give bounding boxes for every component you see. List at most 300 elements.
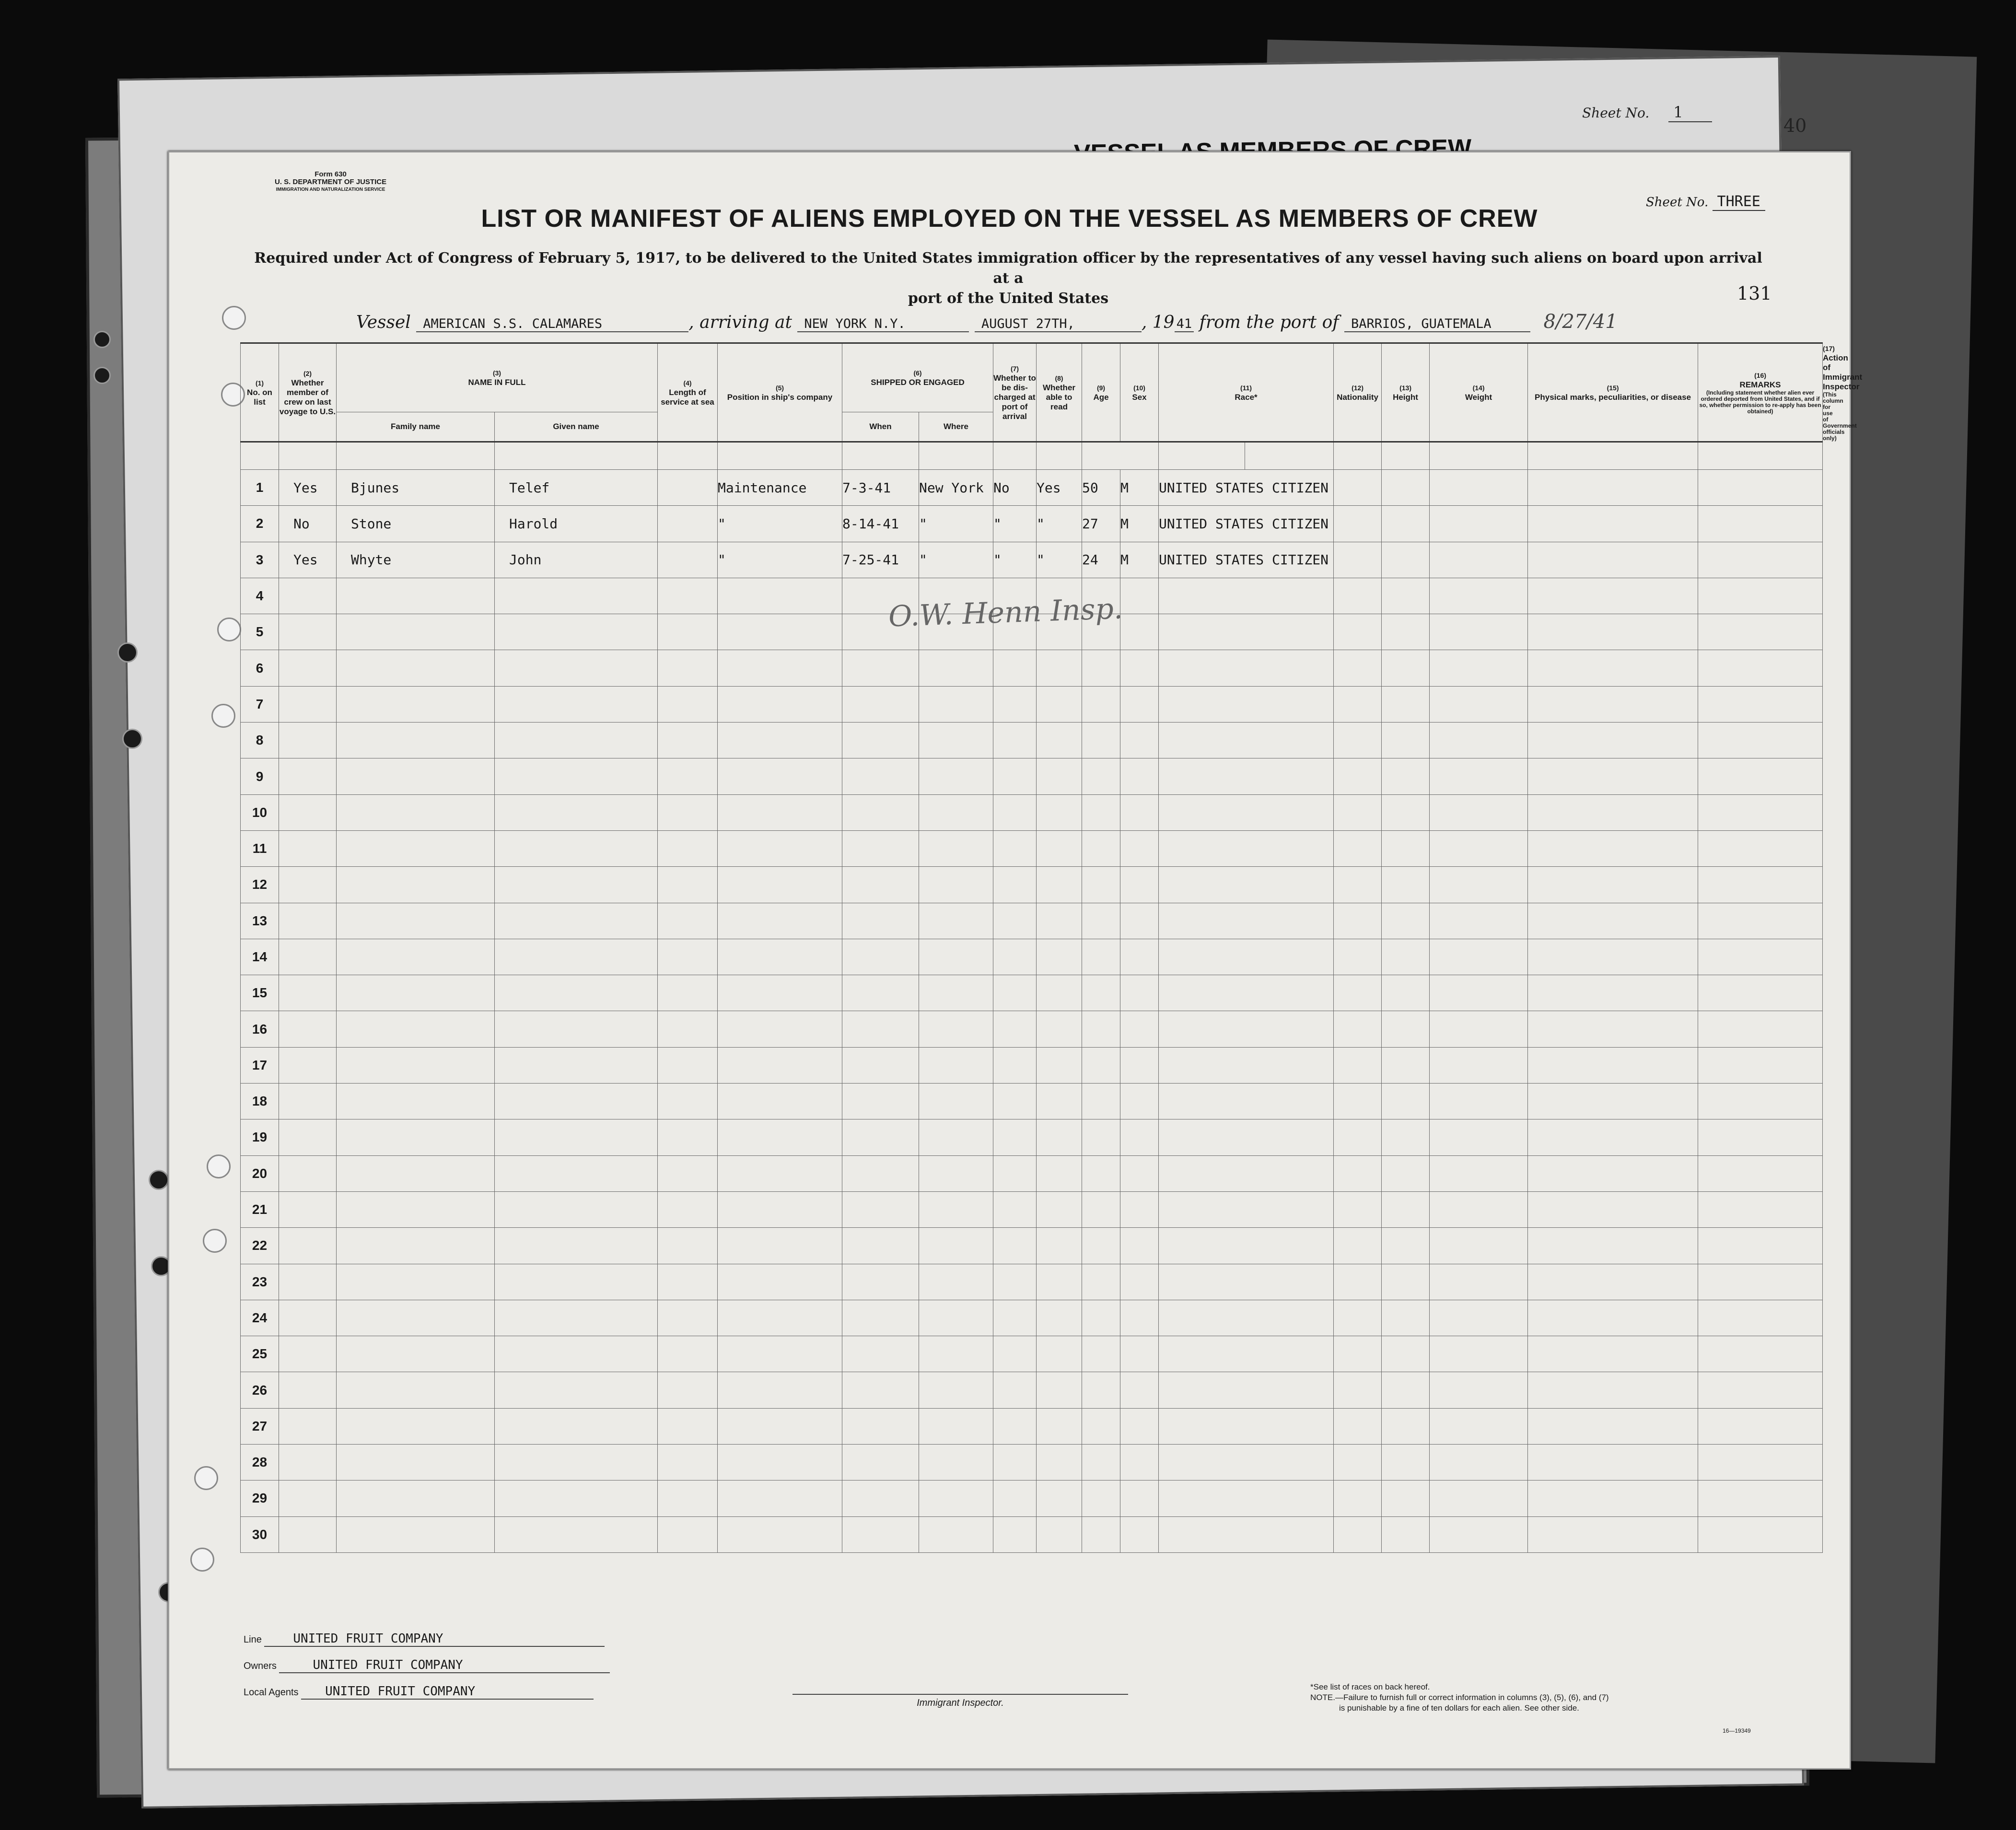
- cell-physical: [1528, 723, 1698, 758]
- cell-length: [658, 1228, 718, 1264]
- col-remarks: (16) REMARKS (Including statement whether alien ever ordered deported from United States, and if so, whether permission to re-apply has been obtained): [1698, 343, 1823, 442]
- cell-position: Maintenance: [718, 470, 842, 506]
- table-row: [241, 723, 1840, 758]
- cell-read: [1037, 830, 1082, 866]
- cell-read: [1037, 1155, 1082, 1191]
- cell-position: ": [718, 506, 842, 542]
- cell-remarks: [1698, 758, 1823, 794]
- cell-sex: M: [1120, 470, 1159, 506]
- cell-weight: [1430, 650, 1528, 686]
- cell-family-name: [337, 1191, 495, 1227]
- cell-age: [1082, 723, 1120, 758]
- cell-read: [1037, 1516, 1082, 1552]
- cell-race: [1159, 975, 1334, 1011]
- cell-height: [1382, 903, 1430, 939]
- cell-height: [1382, 686, 1430, 722]
- cell-family-name: [337, 1300, 495, 1336]
- cell-given-name: Harold: [495, 506, 658, 542]
- cell-age: [1082, 650, 1120, 686]
- cell-length: [658, 1191, 718, 1227]
- cell-nationality: [1334, 578, 1382, 614]
- cell-race: [1159, 650, 1334, 686]
- cell-given-name: [495, 867, 658, 903]
- cell-height: [1382, 723, 1430, 758]
- cell-weight: [1430, 1047, 1528, 1083]
- cell-when: 7-3-41: [842, 470, 919, 506]
- row-number: 17: [241, 1047, 279, 1083]
- punch-hole: [194, 1466, 218, 1490]
- cell-when: [842, 1155, 919, 1191]
- cell-height: [1382, 758, 1430, 794]
- cell-discharged: [993, 975, 1037, 1011]
- cell-given-name: [495, 1228, 658, 1264]
- cell-height: [1382, 939, 1430, 975]
- cell-read: [1037, 1480, 1082, 1516]
- cell-length: [658, 1264, 718, 1300]
- cell-weight: [1430, 542, 1528, 578]
- cell-race: [1159, 867, 1334, 903]
- cell-length: [658, 867, 718, 903]
- cell-nationality: [1334, 723, 1382, 758]
- cell-nationality: [1334, 1408, 1382, 1444]
- table-row: [241, 686, 1840, 722]
- cell-remarks: [1698, 1084, 1823, 1119]
- cell-nationality: [1334, 1119, 1382, 1155]
- cell-sex: [1120, 1264, 1159, 1300]
- punch-hole: [203, 1229, 227, 1253]
- cell-position: [718, 1191, 842, 1227]
- cell-weight: [1430, 830, 1528, 866]
- cell-position: [718, 1155, 842, 1191]
- col-race: (11) Race*: [1159, 343, 1334, 442]
- vessel-label: Vessel: [356, 313, 411, 332]
- cell-position: [718, 1047, 842, 1083]
- cell-physical: [1528, 1047, 1698, 1083]
- cell-discharged: [993, 1084, 1037, 1119]
- cell-position: [718, 1228, 842, 1264]
- col-weight: (14) Weight: [1430, 343, 1528, 442]
- cell-nationality: [1334, 614, 1382, 650]
- cell-sex: [1120, 1372, 1159, 1408]
- cell-weight: [1430, 1264, 1528, 1300]
- cell-race: [1159, 1264, 1334, 1300]
- cell-age: [1082, 867, 1120, 903]
- binder-hole: [93, 367, 111, 384]
- cell-race: UNITED STATES CITIZEN: [1159, 470, 1334, 506]
- cell-physical: [1528, 1480, 1698, 1516]
- row-number: 28: [241, 1445, 279, 1480]
- local-agents-field: Local Agents UNITED FRUIT COMPANY: [244, 1684, 594, 1700]
- cell-discharged: [993, 1372, 1037, 1408]
- cell-remarks: [1698, 578, 1823, 614]
- cell-discharged: [993, 1264, 1037, 1300]
- cell-weight: [1430, 1372, 1528, 1408]
- cell-nationality: [1334, 939, 1382, 975]
- cell-remarks: [1698, 1191, 1823, 1227]
- cell-where: [919, 794, 993, 830]
- table-row: [241, 542, 1840, 578]
- cell-where: [919, 1047, 993, 1083]
- cell-length: [658, 1516, 718, 1552]
- cell-physical: [1528, 1300, 1698, 1336]
- cell-last-voyage: [279, 614, 337, 650]
- cell-nationality: [1334, 1191, 1382, 1227]
- cell-read: [1037, 1047, 1082, 1083]
- col-where: Where: [919, 412, 993, 442]
- table-row: [241, 975, 1840, 1011]
- cell-last-voyage: No: [279, 506, 337, 542]
- cell-when: [842, 794, 919, 830]
- table-row: [241, 1011, 1840, 1047]
- cell-age: [1082, 1084, 1120, 1119]
- row-number: 5: [241, 614, 279, 650]
- cell-family-name: [337, 1336, 495, 1372]
- cell-weight: [1430, 1084, 1528, 1119]
- cell-position: [718, 1516, 842, 1552]
- cell-race: [1159, 903, 1334, 939]
- cell-physical: [1528, 1011, 1698, 1047]
- table-row: [241, 1155, 1840, 1191]
- cell-sex: [1120, 1119, 1159, 1155]
- cell-weight: [1430, 975, 1528, 1011]
- row-number: 25: [241, 1336, 279, 1372]
- table-row: [241, 1336, 1840, 1372]
- cell-remarks: [1698, 470, 1823, 506]
- cell-position: [718, 1336, 842, 1372]
- line-field: Line UNITED FRUIT COMPANY: [244, 1632, 605, 1647]
- row-number: 2: [241, 506, 279, 542]
- cell-age: [1082, 1300, 1120, 1336]
- cell-physical: [1528, 650, 1698, 686]
- cell-read: [1037, 650, 1082, 686]
- cell-where: [919, 1336, 993, 1372]
- cell-age: [1082, 1336, 1120, 1372]
- cell-family-name: [337, 867, 495, 903]
- cell-discharged: ": [993, 506, 1037, 542]
- cell-sex: [1120, 723, 1159, 758]
- owners-field: Owners UNITED FRUIT COMPANY: [244, 1658, 610, 1673]
- cell-when: [842, 1084, 919, 1119]
- cell-weight: [1430, 1228, 1528, 1264]
- cell-family-name: [337, 758, 495, 794]
- cell-position: [718, 903, 842, 939]
- cell-last-voyage: [279, 867, 337, 903]
- cell-last-voyage: [279, 830, 337, 866]
- row-number: 19: [241, 1119, 279, 1155]
- cell-sex: [1120, 1191, 1159, 1227]
- cell-age: [1082, 1516, 1120, 1552]
- row-number: 13: [241, 903, 279, 939]
- cell-discharged: [993, 1300, 1037, 1336]
- cell-nationality: [1334, 506, 1382, 542]
- cell-age: [1082, 1047, 1120, 1083]
- table-row: [241, 1300, 1840, 1336]
- cell-height: [1382, 506, 1430, 542]
- cell-nationality: [1334, 470, 1382, 506]
- cell-given-name: [495, 1264, 658, 1300]
- col-given-name: Given name: [495, 412, 658, 442]
- cell-when: [842, 686, 919, 722]
- cell-physical: [1528, 1228, 1698, 1264]
- row-number: 21: [241, 1191, 279, 1227]
- row-number: 26: [241, 1372, 279, 1408]
- cell-when: 7-25-41: [842, 542, 919, 578]
- cell-where: [919, 723, 993, 758]
- cell-when: [842, 903, 919, 939]
- cell-last-voyage: [279, 903, 337, 939]
- cell-last-voyage: [279, 650, 337, 686]
- cell-given-name: John: [495, 542, 658, 578]
- table-row: [241, 1119, 1840, 1155]
- page-title: LIST OR MANIFEST OF ALIENS EMPLOYED ON THE VESSEL AS MEMBERS OF CREW: [481, 205, 1538, 233]
- cell-physical: [1528, 470, 1698, 506]
- cell-read: [1037, 1445, 1082, 1480]
- cell-discharged: [993, 1047, 1037, 1083]
- cell-race: [1159, 1408, 1334, 1444]
- cell-family-name: [337, 1445, 495, 1480]
- cell-discharged: [993, 1155, 1037, 1191]
- cell-discharged: [993, 1516, 1037, 1552]
- cell-remarks: [1698, 1480, 1823, 1516]
- cell-physical: [1528, 1408, 1698, 1444]
- row-number: 29: [241, 1480, 279, 1516]
- cell-length: [658, 758, 718, 794]
- cell-sex: [1120, 1516, 1159, 1552]
- cell-length: [658, 470, 718, 506]
- cell-height: [1382, 794, 1430, 830]
- cell-family-name: [337, 578, 495, 614]
- col-sex: (10) Sex: [1120, 343, 1159, 442]
- cell-remarks: [1698, 975, 1823, 1011]
- cell-last-voyage: [279, 1084, 337, 1119]
- punch-hole: [190, 1548, 214, 1572]
- table-row: [241, 1372, 1840, 1408]
- cell-read: ": [1037, 542, 1082, 578]
- cell-given-name: [495, 1445, 658, 1480]
- cell-length: [658, 1084, 718, 1119]
- cell-when: [842, 650, 919, 686]
- cell-physical: [1528, 1445, 1698, 1480]
- col-name: (3) NAME IN FULL: [337, 343, 658, 412]
- cell-age: [1082, 1228, 1120, 1264]
- cell-height: [1382, 1119, 1430, 1155]
- binder-hole: [122, 729, 142, 749]
- cell-discharged: [993, 830, 1037, 866]
- cell-remarks: [1698, 830, 1823, 866]
- cell-where: [919, 1300, 993, 1336]
- cell-position: [718, 1372, 842, 1408]
- cell-sex: [1120, 758, 1159, 794]
- cell-family-name: Bjunes: [337, 470, 495, 506]
- cell-when: [842, 1516, 919, 1552]
- cell-where: ": [919, 506, 993, 542]
- cell-remarks: [1698, 794, 1823, 830]
- cell-height: [1382, 1408, 1430, 1444]
- cell-nationality: [1334, 867, 1382, 903]
- table-row: [241, 1264, 1840, 1300]
- cell-family-name: [337, 1264, 495, 1300]
- cell-race: [1159, 830, 1334, 866]
- cell-when: [842, 1191, 919, 1227]
- cell-last-voyage: [279, 758, 337, 794]
- cell-discharged: [993, 1480, 1037, 1516]
- cell-given-name: [495, 903, 658, 939]
- cell-last-voyage: [279, 1445, 337, 1480]
- cell-where: [919, 1119, 993, 1155]
- cell-nationality: [1334, 542, 1382, 578]
- cell-remarks: [1698, 506, 1823, 542]
- footer-notes: *See list of races on back hereof. NOTE.—Failure to furnish full or correct information in columns (3), (5), (6), and (7) is punishable by a fine of ten dollars for each alien. See other side.: [1310, 1682, 1609, 1713]
- cell-when: [842, 758, 919, 794]
- cell-when: [842, 1119, 919, 1155]
- form-code: 16—19349: [1723, 1727, 1751, 1734]
- table-row: [241, 1445, 1840, 1480]
- cell-remarks: [1698, 1372, 1823, 1408]
- cell-given-name: [495, 1155, 658, 1191]
- table-row: [241, 470, 1840, 506]
- cell-family-name: [337, 975, 495, 1011]
- cell-last-voyage: [279, 686, 337, 722]
- cell-position: [718, 1300, 842, 1336]
- cell-length: [658, 1119, 718, 1155]
- cell-position: [718, 1119, 842, 1155]
- cell-when: [842, 1047, 919, 1083]
- cell-physical: [1528, 1516, 1698, 1552]
- cell-when: [842, 1264, 919, 1300]
- cell-family-name: [337, 1372, 495, 1408]
- cell-physical: [1528, 758, 1698, 794]
- col-age: (9) Age: [1082, 343, 1120, 442]
- cell-length: [658, 686, 718, 722]
- cell-last-voyage: [279, 1191, 337, 1227]
- cell-family-name: [337, 1516, 495, 1552]
- row-number: 16: [241, 1011, 279, 1047]
- cell-where: [919, 1264, 993, 1300]
- cell-age: [1082, 1372, 1120, 1408]
- cell-read: [1037, 723, 1082, 758]
- cell-when: [842, 1372, 919, 1408]
- cell-position: [718, 758, 842, 794]
- cell-last-voyage: [279, 1155, 337, 1191]
- col-physical: (15) Physical marks, peculiarities, or disease: [1528, 343, 1698, 442]
- cell-race: [1159, 1155, 1334, 1191]
- cell-age: [1082, 1445, 1120, 1480]
- cell-where: [919, 867, 993, 903]
- cell-race: [1159, 723, 1334, 758]
- row-number: 27: [241, 1408, 279, 1444]
- cell-length: [658, 1445, 718, 1480]
- cell-remarks: [1698, 1011, 1823, 1047]
- cell-height: [1382, 1445, 1430, 1480]
- back-sheet-number: Sheet No. 1: [1582, 103, 1712, 121]
- cell-age: [1082, 1408, 1120, 1444]
- cell-height: [1382, 650, 1430, 686]
- cell-physical: [1528, 1119, 1698, 1155]
- cell-sex: [1120, 650, 1159, 686]
- table-row: [241, 1228, 1840, 1264]
- cell-given-name: [495, 1336, 658, 1372]
- cell-race: [1159, 1228, 1334, 1264]
- punch-hole: [222, 306, 246, 330]
- manifest-page: [168, 151, 1863, 1770]
- cell-discharged: [993, 723, 1037, 758]
- cell-when: [842, 1228, 919, 1264]
- punch-hole: [211, 704, 235, 728]
- cell-sex: [1120, 1336, 1159, 1372]
- cell-race: [1159, 1480, 1334, 1516]
- cell-given-name: [495, 578, 658, 614]
- cell-length: [658, 1336, 718, 1372]
- cell-family-name: [337, 1011, 495, 1047]
- cell-family-name: [337, 1084, 495, 1119]
- cell-last-voyage: [279, 1047, 337, 1083]
- arrival-year: 41: [1175, 316, 1194, 332]
- cell-remarks: [1698, 939, 1823, 975]
- cell-remarks: [1698, 1228, 1823, 1264]
- col-height: (13) Height: [1382, 343, 1430, 442]
- cell-sex: M: [1120, 542, 1159, 578]
- cell-read: [1037, 1084, 1082, 1119]
- cell-height: [1382, 542, 1430, 578]
- cell-remarks: [1698, 1264, 1823, 1300]
- cell-height: [1382, 1372, 1430, 1408]
- cell-nationality: [1334, 1155, 1382, 1191]
- cell-last-voyage: [279, 1336, 337, 1372]
- cell-race: [1159, 1047, 1334, 1083]
- arrival-date: AUGUST 27TH,: [975, 316, 1142, 332]
- cell-given-name: Telef: [495, 470, 658, 506]
- cell-sex: [1120, 794, 1159, 830]
- cell-position: [718, 723, 842, 758]
- cell-height: [1382, 1047, 1430, 1083]
- cell-where: [919, 1480, 993, 1516]
- cell-family-name: [337, 1408, 495, 1444]
- cell-where: [919, 1011, 993, 1047]
- cell-discharged: [993, 1011, 1037, 1047]
- cell-given-name: [495, 758, 658, 794]
- cell-height: [1382, 867, 1430, 903]
- cell-height: [1382, 1084, 1430, 1119]
- cell-sex: [1120, 614, 1159, 650]
- cell-race: [1159, 1191, 1334, 1227]
- cell-last-voyage: [279, 1480, 337, 1516]
- cell-age: [1082, 939, 1120, 975]
- cell-given-name: [495, 1084, 658, 1119]
- cell-weight: [1430, 903, 1528, 939]
- cell-last-voyage: Yes: [279, 542, 337, 578]
- cell-read: [1037, 794, 1082, 830]
- cell-discharged: [993, 1336, 1037, 1372]
- cell-length: [658, 830, 718, 866]
- cell-physical: [1528, 686, 1698, 722]
- cell-position: [718, 650, 842, 686]
- cell-where: New York: [919, 470, 993, 506]
- cell-height: [1382, 1011, 1430, 1047]
- cell-remarks: [1698, 1119, 1823, 1155]
- cell-age: [1082, 830, 1120, 866]
- cell-read: [1037, 1011, 1082, 1047]
- cell-when: [842, 1011, 919, 1047]
- cell-age: [1082, 794, 1120, 830]
- cell-nationality: [1334, 1372, 1382, 1408]
- cell-sex: [1120, 1155, 1159, 1191]
- cell-physical: [1528, 1264, 1698, 1300]
- cell-weight: [1430, 1119, 1528, 1155]
- row-number: 4: [241, 578, 279, 614]
- cell-sex: [1120, 686, 1159, 722]
- cell-family-name: Stone: [337, 506, 495, 542]
- cell-where: [919, 975, 993, 1011]
